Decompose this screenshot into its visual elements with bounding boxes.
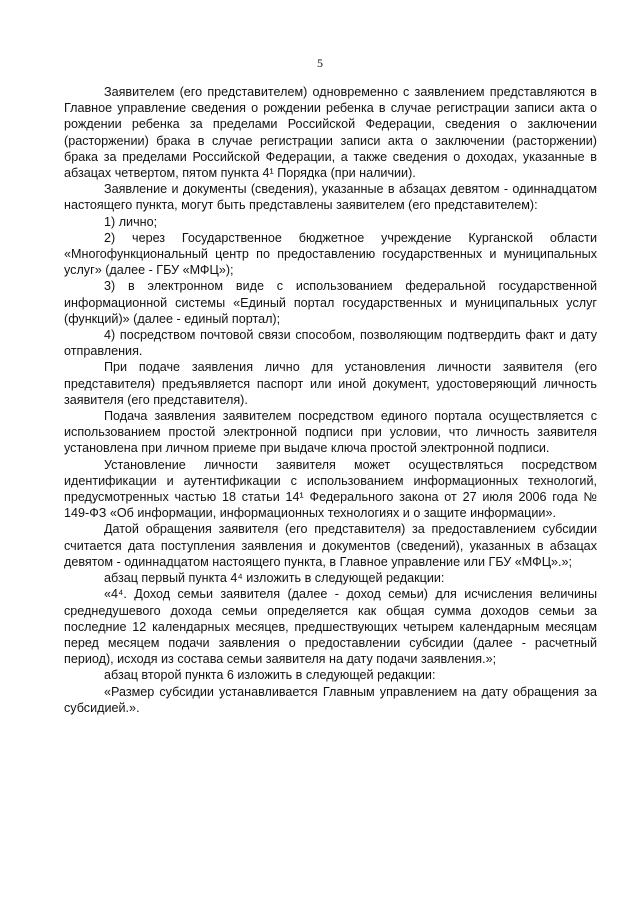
paragraph: Заявление и документы (сведения), указанные в абзацах девятом - одиннадцатом настоящего пункта, могут быть представлены заявителем (его представителем): <box>64 182 597 213</box>
document-body <box>64 84 597 716</box>
paragraph: абзац первый пункта 4⁴ изложить в следующей редакции: <box>104 571 445 586</box>
list-item: 2) через Государственное бюджетное учреждение Курганской области «Многофункциональный центр по предоставлению государственных и муниципальных услуг» (далее - ГБУ «МФЦ»); <box>64 230 597 278</box>
paragraph: абзац второй пункта 6 изложить в следующей редакции: <box>104 668 436 683</box>
paragraph: Заявителем (его представителем) одновременно с заявлением представляются в Главное управление сведения о рождении ребенка в случае регистрации записи акта о рождении ребенка за пределами Российской Федерации, сведения о заключении (расторжении) брака в случае регистрации записи акта о заключении (расторжении) брака за пределами Российской Федерации, а также сведения о доходах, указанные в абзацах четвертом, пятом пункта 4¹ Порядка (при наличии). <box>64 85 597 181</box>
paragraph: При подаче заявления лично для установления личности заявителя (его представителя) предъявляется паспорт или иной документ, удостоверяющий личность заявителя (его представителя). <box>64 360 597 407</box>
paragraph: Датой обращения заявителя (его представителя) за предоставлением субсидии считается дата поступления заявления и документов (сведений), указанных в абзацах девятом - одиннадцатом настоящего пункта, в Главное управление или ГБУ «МФЦ».»; <box>64 522 597 569</box>
list-item: 4) посредством почтовой связи способом, позволяющим подтвердить факт и дату отправления. <box>64 328 597 359</box>
list-item: 3) в электронном виде с использованием федеральной государственной информационной системы «Единый портал государственных и муниципальных услуг (функций)» (далее - единый портал); <box>64 279 597 326</box>
list-item: 1) лично; <box>104 214 158 229</box>
paragraph: Подача заявления заявителем посредством единого портала осуществляется с использованием простой электронной подписи при условии, что личность заявителя установлена при личном приеме при выдаче ключа простой электронной подписи. <box>64 409 597 456</box>
paragraph: «4⁴. Доход семьи заявителя (далее - доход семьи) для исчисления величины среднедушевого дохода семьи определяется как общая сумма доходов семьи за последние 12 календарных месяцев, предшествующих четырем календарным месяцам перед месяцем подачи заявления о предоставлении субсидии (далее - расчетный период), исходя из состава семьи заявителя на дату подачи заявления.»; <box>64 587 597 667</box>
paragraph: «Размер субсидии устанавливается Главным управлением на дату обращения за субсидией.». <box>64 684 597 715</box>
paragraph: Установление личности заявителя может осуществляться посредством идентификации и аутентификации с использованием информационных технологий, предусмотренных частью 18 статьи 14¹ Федерального закона от 27 июля 2006 года № 149-ФЗ «Об информации, информационных технологиях и о защите информации». <box>64 457 597 521</box>
page-number: 5 <box>317 56 323 70</box>
